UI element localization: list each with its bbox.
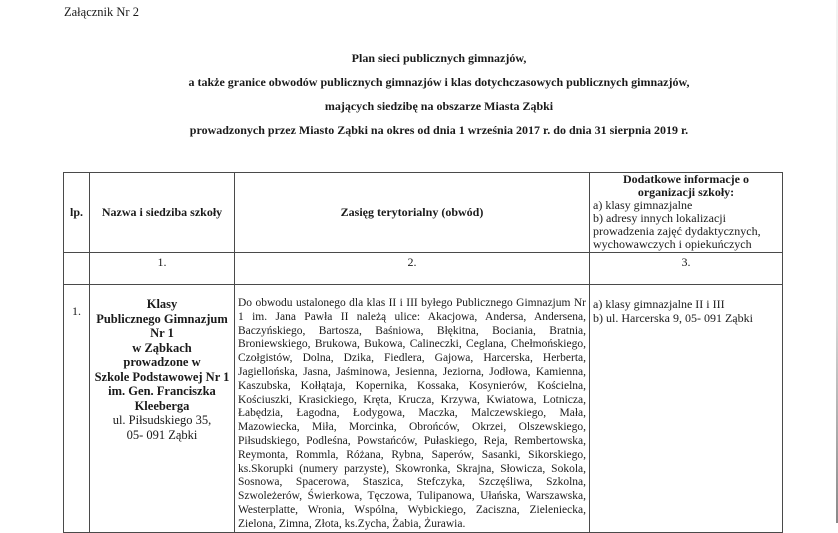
table-row [64,285,783,533]
school-name-line: Klasy [146,297,178,311]
school-name-line: Szkole Podstawowej Nr 1 [94,369,230,384]
school-address-street: ul. Piłsudskiego 35, [112,413,212,427]
header-territorial-range: Zasięg terytorialny (obwód) [235,173,590,253]
header-additional-info [590,173,783,253]
school-name-line: Nr 1 [150,326,174,340]
header-info-title: Dodatkowe informacje o organizacji szkoły: [623,172,749,199]
range-intro: Do obwodu ustalonego dla klas II i III byłego Publicznego Gimnazjum Nr 1 im. Jana Pawła II należą ulice: [238,297,586,323]
column-number-empty [64,253,90,285]
school-name-line: w Ząbkach [132,340,192,355]
header-info-a: a) klasy gimnazjalne [593,198,693,212]
school-name-line: Kleeberga [134,398,190,413]
row-territorial-range [235,285,590,533]
range-streets: Akacjowa, Andersa, Andersena, Baczyńskiego, Bartosza, Baśniowa, Błękitna, Bociania, Bratnia, Broniewskiego, Brukowa, Bukowa, Calineczki, Ceglana, Chełmońskiego, Czołgistów, Dolna, Dzika, Fiedlera, Gajowa, Harcerska, Herberta, Jagiellońska, Jasna, Jaśminowa, Jesienna, Jeziorna, Jodłowa, Kamienna, Kaszubska, Kołłątaja, Kopernika, Kossaka, Kosynierów, Kościelna, Kościuszki, Krasickiego, Kręta, Krucza, Krzywa, Kwiatowa, Lotnicza, Łabędzia, Łagodna, Łodygowa, Maczka, Malczewskiego, Mała, Mazowiecka, Miła, Morcinka, Obrońców, Okrzei, Olszewskiego, Piłsudskiego, Podleśna, Powstańców, Pułaskiego, Reja, Rembertowska, Reymonta, Rommla, Różana, Rybna, Saperów, Sasanki, Sikorskiego, ks.Skorupki (numery parzyste), Skowronka, Skrajna, Słowicza, Sokola, Sosnowa, Spacerowa, Staszica, Stefczyka, Szczęśliwa, Szkolna, Szwoleżerów, Świerkowa, Tęczowa, Tulipanowa, Ułańska, Warszawska, Westerplatte, Wronia, Wspólna, Wybickiego, Zaciszna, Zieleniecka, Zielona, Zimna, Złota, ks.Zycha, Żabia, Żurawia. [238,310,586,530]
attachment-label: Załącznik Nr 2 [64,5,139,19]
header-school-name: Nazwa i siedziba szkoły [90,173,235,253]
title-line-4: prowadzonych przez Miasto Ząbki na okres od dnia 1 września 2017 r. do dnia 31 sierpnia 2019 r. [189,123,689,137]
header-lp: lp. [64,173,90,253]
column-number-1: 1. [90,253,235,285]
row-additional-info [590,285,783,533]
school-name-line: prowadzone w [123,355,201,369]
school-address-postal: 05- 091 Ząbki [126,427,198,442]
row-lp-text: 1. [72,304,81,318]
school-name-line: Publicznego Gimnazjum [96,311,228,326]
column-number-2: 2. [235,253,590,285]
title-line-2: a także granice obwodów publicznych gimnazjów i klas dotychczasowych publicznych gimnazjów, [188,75,690,89]
column-number-3: 3. [590,253,783,285]
school-name-line: im. Gen. Franciszka [108,384,216,398]
table-header-row [64,173,783,253]
info-other-address: b) ul. Harcerska 9, 05- 091 Ząbki [593,311,753,325]
header-info-b: b) adresy innych lokalizacji prowadzenia zajęć dydaktycznych, wychowawczych i opiekuńczych [593,211,761,251]
row-school-name [90,285,235,533]
info-classes: a) klasy gimnazjalne II i III [593,297,725,311]
title-line-3: mających siedzibę na obszarze Miasta Ząbki [324,99,554,113]
row-lp [64,285,90,533]
school-network-table [63,172,783,533]
title-line-1: Plan sieci publicznych gimnazjów, [351,51,527,65]
column-number-row [64,253,783,285]
